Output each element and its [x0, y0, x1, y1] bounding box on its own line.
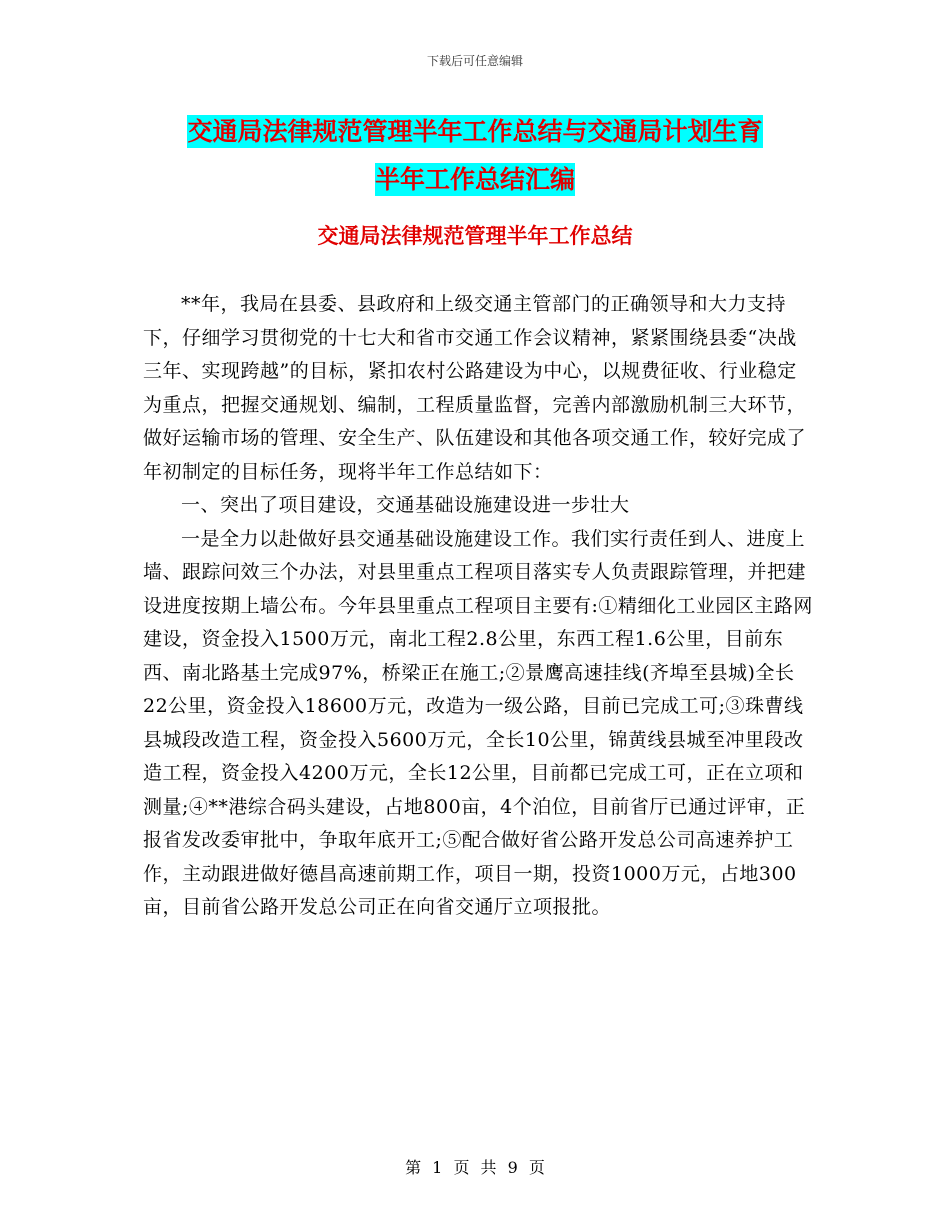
header-note: 下载后可任意编辑	[426, 54, 523, 68]
paragraph: **年，我局在县委、县政府和上级交通主管部门的正确领导和大力支持下，仔细学习贯彻党的十七大和省市交通工作会议精神，紧紧围绕县委“决战三年、实现跨越”的目标，紧扣农村公路建设为中心，以规费征收、行业稳定为重点，把握交通规划、编制，工程质量监督，完善内部激励机制三大环节，做好运输市场的管理、安全生产、队伍建设和其他各项交通工作，较好完成了年初制定的目标任务，现将半年工作总结如下：	[143, 293, 807, 483]
title-line-2: 半年工作总结汇编	[374, 165, 575, 194]
document-title	[150, 108, 800, 204]
title-line-1: 交通局法律规范管理半年工作总结与交通局计划生育	[187, 117, 763, 146]
section-title: 交通局法律规范管理半年工作总结	[317, 224, 633, 248]
page-footer: 第 1 页 共 9 页	[405, 1158, 545, 1177]
body-text	[143, 288, 813, 925]
paragraph: 一是全力以赴做好县交通基础设施建设工作。我们实行责任到人、进度上墙、跟踪问效三个办法，对县里重点工程项目落实专人负责跟踪管理，并把建设进度按期上墙公布。今年县里重点工程项目主要有:①精细化工业园区主路网建设，资金投入1500万元，南北工程2.8公里，东西工程1.6公里，目前东西、南北路基土完成97%，桥梁正在施工;②景鹰高速挂线(齐埠至县城)全长22公里，资金投入18600万元，改造为一级公路，目前已完成工可;③珠曹线县城段改造工程，资金投入5600万元，全长10公里，锦黄线县城至冲里段改造工程，资金投入4200万元，全长12公里，目前都已完成工可，正在立项和测量;④**港综合码头建设，占地800亩，4个泊位，目前省厅已通过评审，正报省发改委审批中，争取年底开工;⑤配合做好省公路开发总公司高速养护工作，主动跟进做好德昌高速前期工作，项目一期，投资1000万元，占地300亩，目前省公路开发总公司正在向省交通厅立项报批。	[143, 527, 813, 918]
paragraph: 一、突出了项目建设，交通基础设施建设进一步壮大	[181, 494, 630, 516]
